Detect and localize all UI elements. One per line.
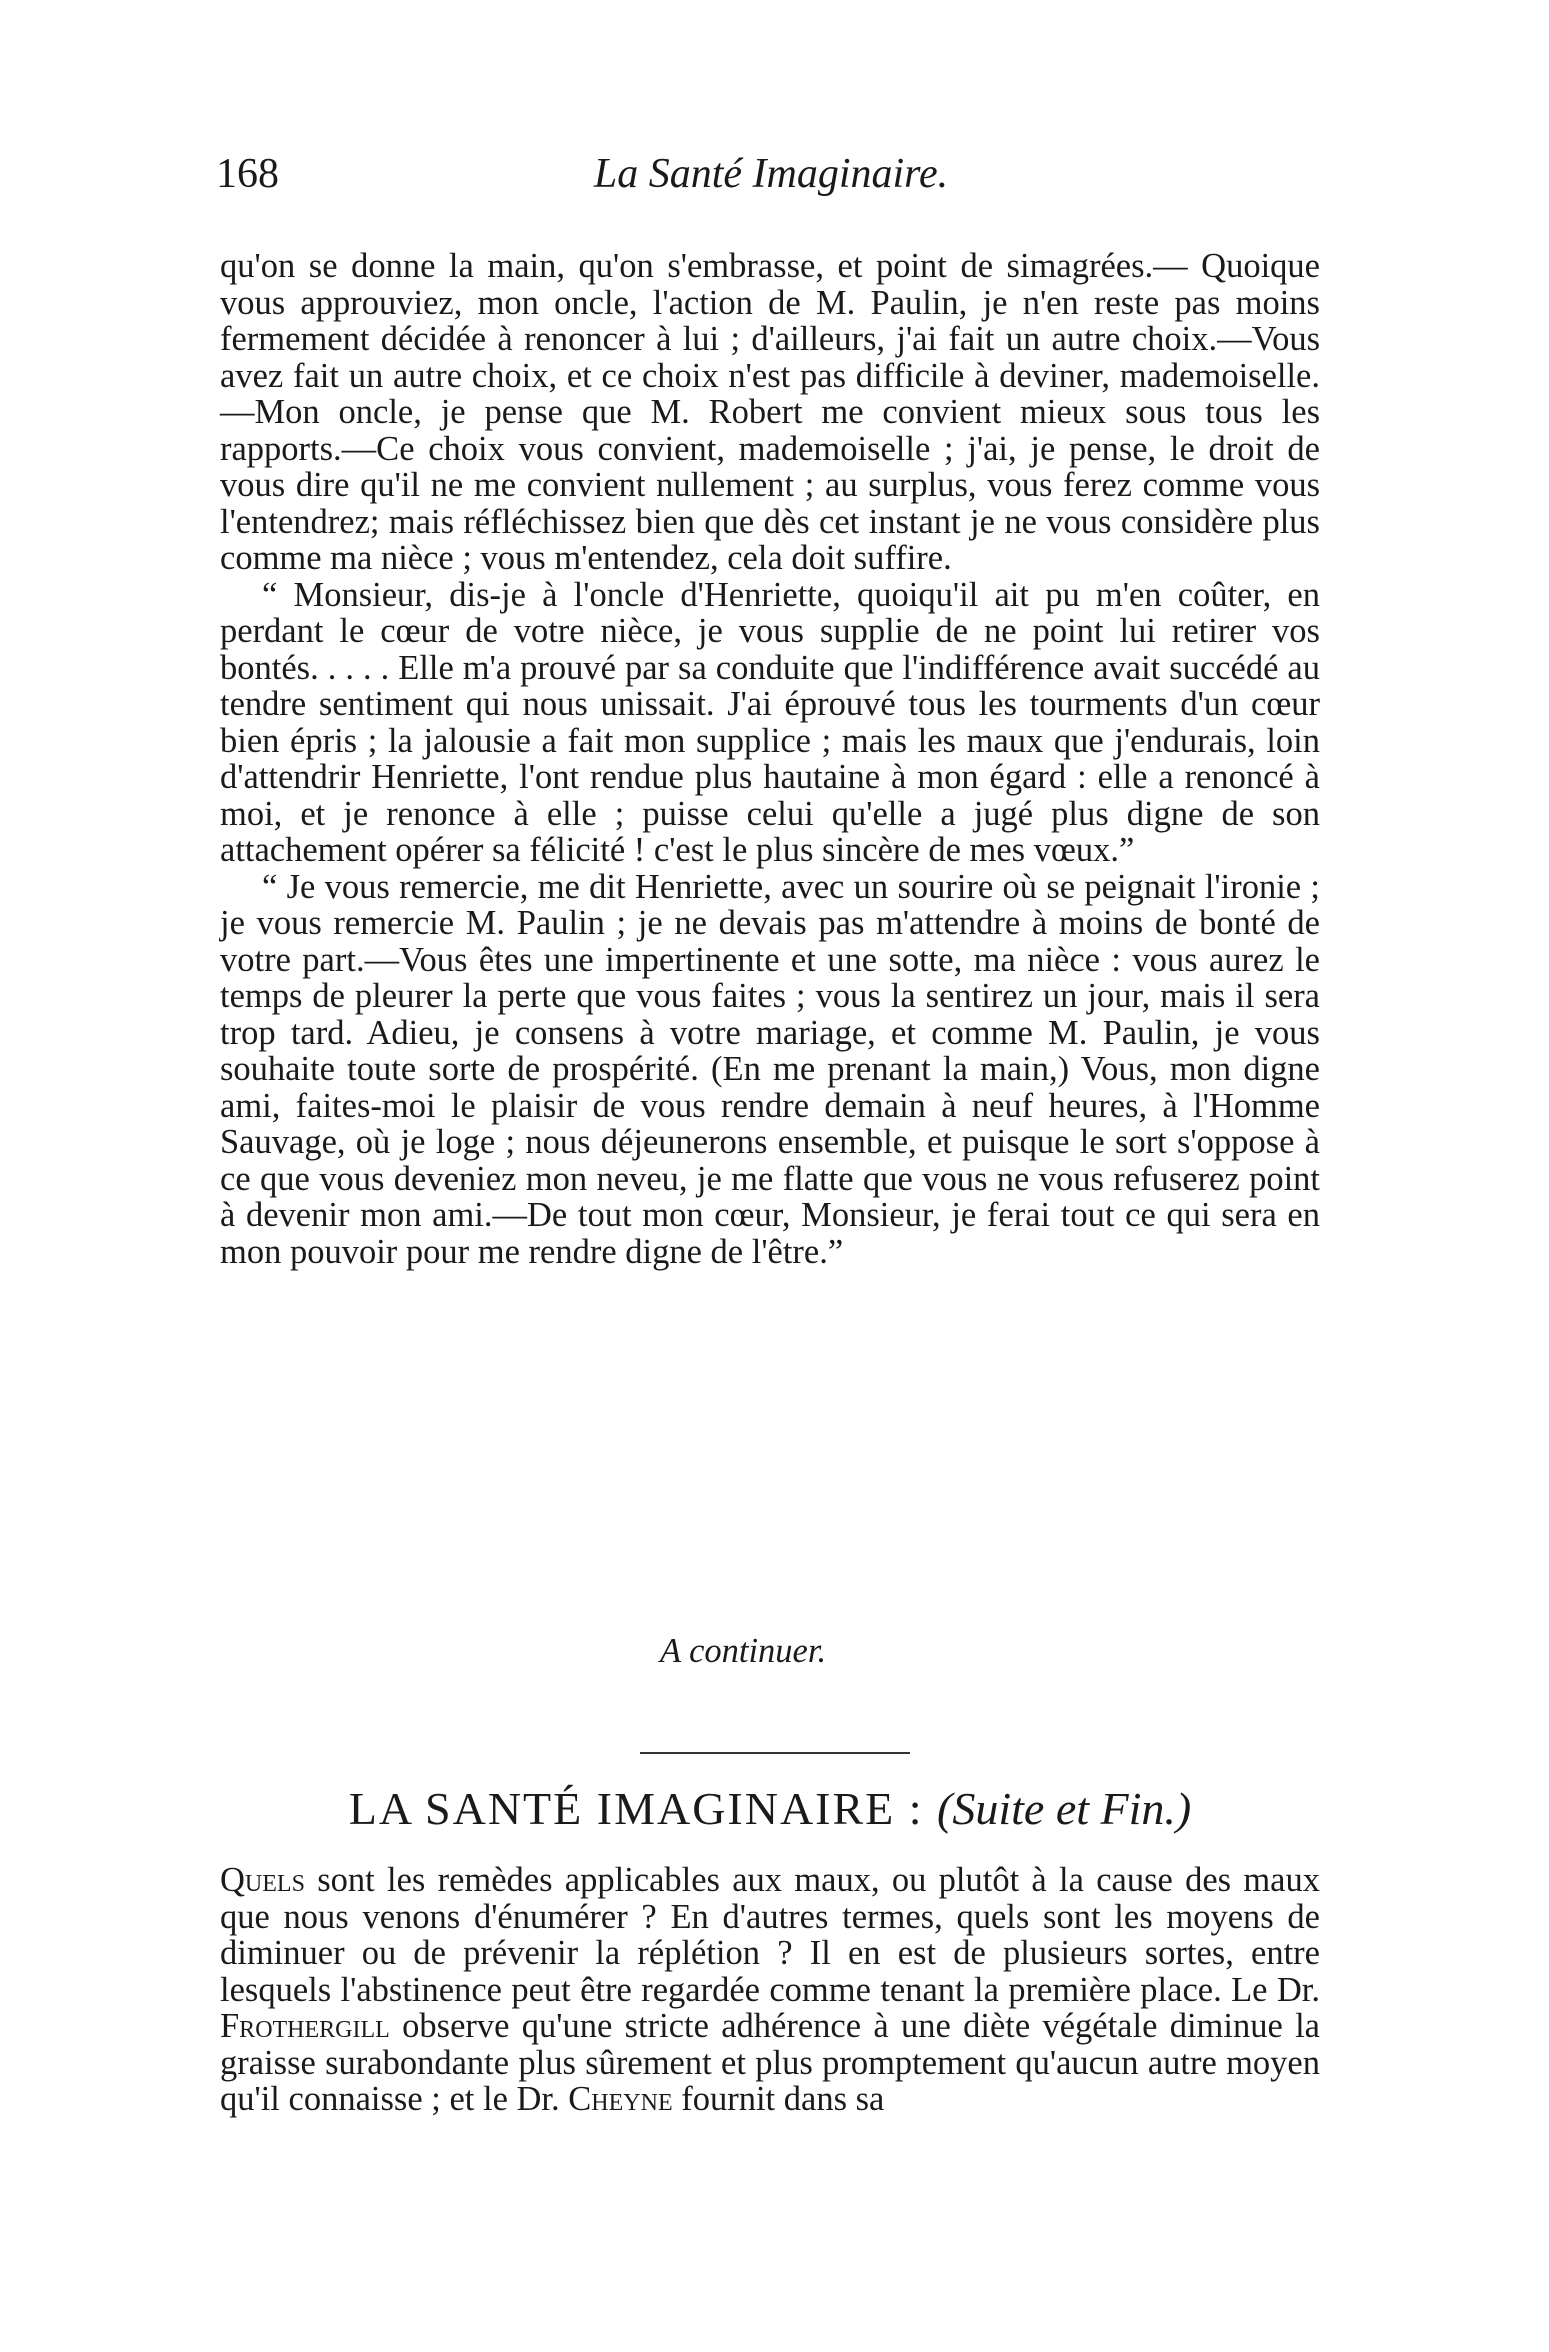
story-paragraph: “ Monsieur, dis-je à l'oncle d'Henriette, quoiqu'il ait pu m'en coûter, en perdant le cœur de votre nièce, je vous supplie de ne point lui retirer vos bontés. . . . . Elle m'a prouvé par sa conduite que l'indifférence avait succédé au tendre sentiment qui nous unissait. J'ai éprouvé tous les tourments d'un cœur bien épris ; la jalousie a fait mon supplice ; mais les maux que j'endurais, loin d'attendrir Henriette, l'ont rendue plus hautaine à mon égard : elle a renoncé à moi, et je renonce à elle ; puisse celui qu'elle a jugé plus digne de son attachement opérer sa félicité ! c'est le plus sincère de mes vœux.” [220,575,1320,869]
running-title: La Santé Imaginaire. [593,151,949,197]
story-paragraph: qu'on se donne la main, qu'on s'embrasse, et point de simagrées.— Quoique vous approuviez, mon oncle, l'action de M. Paulin, je n'en reste pas moins fermement décidée à renoncer à lui ; d'ailleurs, j'ai fait un autre choix.—Vous avez fait un autre choix, et ce choix n'est pas difficile à deviner, mademoiselle.—Mon oncle, je pense que M. Robert me convient mieux sous tous les rapports.—Ce choix vous convient, mademoiselle ; j'ai, je pense, le droit de vous dire qu'il ne me convient nullement ; au surplus, vous ferez comme vous l'entendrez; mais réfléchissez bien que dès cet instant je ne vous considère plus comme ma nièce ; vous m'entendez, cela doit suffire. [220,247,1320,577]
running-head [216,150,1326,210]
section-text [220,1862,1320,2118]
lead-word: Quels [220,1861,305,1899]
text-run: fournit dans sa [672,2080,885,2118]
text-run: sont les remèdes applicables aux maux, ou plutôt à la cause des maux que nous venons d'énumérer ? En d'autres termes, quels sont les moyens de diminuer ou de prévenir la réplétion ? Il en est de plusieurs sortes, entre lesquels l'abstinence peut être regardée comme tenant la première place. Le Dr. [220,1861,1320,2009]
story-text [220,248,1320,1270]
section-paragraph [220,1862,1320,2118]
section-heading-main: LA SANTÉ IMAGINAIRE : [348,1783,924,1834]
story-paragraph: “ Je vous remercie, me dit Henriette, avec un sourire où se peignait l'ironie ; je vous remercie M. Paulin ; je ne devais pas m'attendre à moins de bonté de votre part.—Vous êtes une impertinente et une sotte, ma nièce : vous aurez le temps de pleurer la perte que vous faites ; vous la sentirez un jour, mais il sera trop tard. Adieu, je consens à votre mariage, et comme M. Paulin, je vous souhaite toute sorte de prospérité. (En me prenant la main,) Vous, mon digne ami, faites-moi le plaisir de vous rendre demain à neuf heures, à l'Homme Sauvage, où je loge ; nous déjeunerons ensemble, et puisque le sort s'oppose à ce que vous deveniez mon neveu, je me flatte que vous ne vous refuserez point à devenir mon ami.—De tout mon cœur, Monsieur, je ferai tout ce qui sera en mon pouvoir pour me rendre digne de l'être.” [220,867,1320,1271]
text-run: observe qu'une stricte adhérence à une diète végétale diminue la graisse surabondante plus sûrement et plus promptement qu'aucun autre moyen qu'il connaisse ; et le Dr. [220,2007,1320,2118]
section-heading [220,1782,1320,1835]
author-name: Frothergill [220,2007,390,2045]
author-name: Cheyne [568,2080,673,2118]
to-be-continued: A continuer. [660,1632,827,1670]
section-divider [640,1752,910,1754]
page-number: 168 [216,151,279,197]
section-heading-sub: (Suite et Fin.) [937,1783,1192,1834]
